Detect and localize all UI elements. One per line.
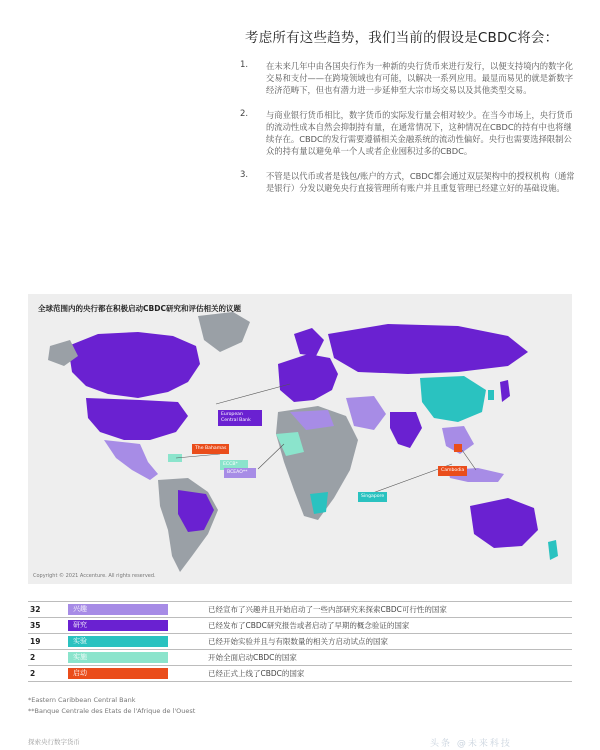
map-label-eccb: ECCB*	[220, 460, 248, 470]
legend-swatch: 研究	[68, 620, 168, 631]
legend-description: 已经宣布了兴趣并且开始启动了一些内部研究来探索CBDC可行性的国家	[208, 605, 447, 614]
caribbean-region	[168, 454, 182, 462]
cambodia-region	[454, 444, 462, 452]
legend-table	[28, 601, 572, 682]
scandinavia-region	[294, 328, 324, 356]
list-number: 2.	[240, 109, 249, 119]
footnote: *Eastern Caribbean Central Bank	[28, 696, 136, 704]
legend-row	[28, 650, 572, 666]
russia-region	[328, 324, 528, 374]
list-text: 与商业银行货币相比，数字货币的实际发行量会相对较少。在当今市场上，央行货币的流动性成本自然会抑制持有量，在通常情况下，这种情况在CBDC的持有中也将继续存在。CBDC的发行需要遵循相关金融系统的流动性偏好。央行也需要选择限制公众的持有量以避免单一个人或者企业囤积过多的CBDC。	[266, 110, 573, 156]
china-region	[420, 376, 486, 422]
list-number: 3.	[240, 170, 249, 180]
map-label-singapore: Singapore	[358, 492, 387, 502]
legend-description: 已经发布了CBDC研究报告或者启动了早期的概念验证的国家	[208, 621, 410, 630]
footnote: **Banque Centrale des Etats de l'Afrique de l'Ouest	[28, 707, 196, 715]
map-label-bahamas: The Bahamas	[192, 444, 229, 454]
list-item	[240, 60, 580, 96]
callout-line	[176, 454, 220, 458]
map-label-bceao: BCEAO**	[224, 468, 256, 478]
europe-region	[278, 354, 338, 402]
legend-row	[28, 618, 572, 634]
assumption-list	[240, 60, 580, 207]
list-item	[240, 109, 580, 157]
mexico-region	[104, 440, 158, 480]
middle-east-region	[346, 396, 386, 430]
legend-count: 2	[30, 669, 36, 678]
australia-region	[470, 498, 538, 548]
legend-row	[28, 666, 572, 682]
legend-description: 开始全面启动CBDC的国家	[208, 653, 297, 662]
legend-count: 35	[30, 621, 41, 630]
world-map-panel	[28, 294, 572, 584]
legend-swatch: 实施	[68, 652, 168, 663]
watermark: 头条 @未来科技	[430, 739, 512, 749]
legend-count: 19	[30, 637, 41, 646]
new-zealand-region	[548, 540, 558, 560]
callout-line	[216, 384, 290, 404]
legend-count: 2	[30, 653, 36, 662]
list-text: 不管是以代币或者是钱包/账户的方式，CBDC都会通过双层架构中的授权机构（通常是银行）分发以避免央行直接管理所有账户并且重复管理已经建立好的基础设施。	[266, 171, 575, 193]
list-item	[240, 170, 580, 194]
map-copyright: Copyright © 2021 Accenture. All rights reserved.	[33, 573, 156, 579]
list-text: 在未来几年中由各国央行作为一种新的央行货币来进行发行，以便支持境内的数字化交易和支付——在跨境领域也有可能，以解决一系列应用。最显而易见的就是新数字经济范畴下，但也有潜力进一步延伸至大宗市场交易以及其他类型交易。	[266, 61, 573, 95]
legend-description: 已经正式上线了CBDC的国家	[208, 669, 305, 678]
world-map-illustration	[28, 294, 572, 584]
legend-row	[28, 634, 572, 650]
canada-region	[68, 332, 200, 398]
map-label-cambodia: Cambodia	[438, 466, 467, 476]
greenland-region	[198, 312, 250, 352]
india-region	[390, 412, 422, 448]
page-heading: 考虑所有这些趋势，我们当前的假设是CBDC将会：	[245, 30, 559, 46]
callout-line	[258, 444, 284, 469]
legend-row	[28, 601, 572, 618]
page-footer: 探索央行数字货币	[28, 738, 80, 746]
korea-region	[488, 390, 494, 400]
list-number: 1.	[240, 60, 249, 70]
legend-count: 32	[30, 605, 41, 614]
legend-swatch: 实验	[68, 636, 168, 647]
japan-region	[500, 380, 510, 402]
legend-swatch: 兴趣	[68, 604, 168, 615]
legend-description: 已经开始实验并且与有限数量的相关方启动试点的国家	[208, 637, 388, 646]
map-title: 全球范围内的央行都在积极启动CBDC研究和评估相关的议题	[38, 304, 241, 313]
usa-region	[86, 398, 188, 440]
map-label-ecb: European Central Bank	[218, 410, 262, 426]
legend-swatch: 启动	[68, 668, 168, 679]
